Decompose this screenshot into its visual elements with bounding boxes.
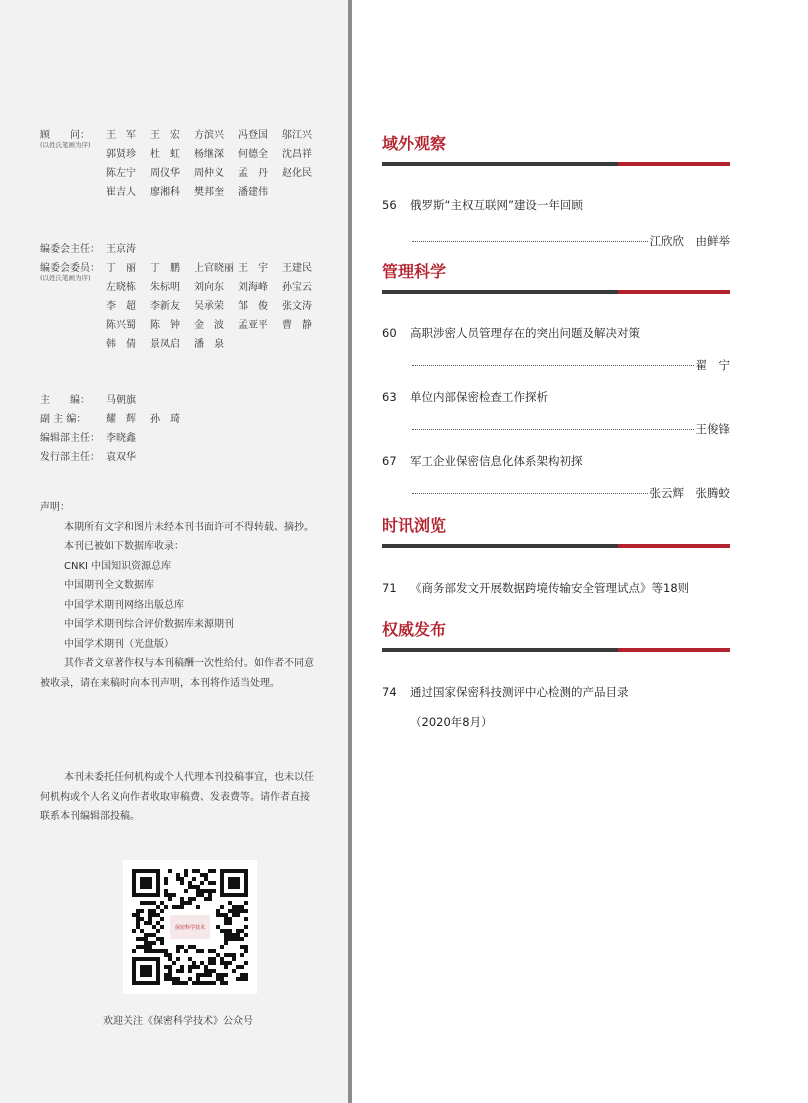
- statement-heading: 声明：: [40, 502, 70, 513]
- entry-page: 71: [382, 581, 397, 595]
- roster-name: 邬江兴: [282, 130, 312, 141]
- roster-name: 吴承荣: [194, 301, 224, 312]
- entry-page: 60: [382, 326, 397, 340]
- entry-author: 江欣欣 由鲜举: [649, 234, 730, 248]
- roster-name: 朱标明: [150, 282, 180, 293]
- roster-name: 廖湘科: [150, 187, 180, 198]
- database-item: 中国学术期刊网络出版总库: [64, 599, 184, 611]
- entry-leader: [412, 357, 730, 373]
- roster-name: 韩 倩: [106, 339, 136, 350]
- statement-para3: 其作者文章著作权与本刊稿酬一次性给付。如作者不同意被收录，请在来稿时向本刊声明，本刊将作适当处理。: [40, 658, 314, 689]
- notice-text: 本刊未委托任何机构或个人代理本刊投稿事宜，也未以任何机构或个人名义向作者收取审稿费、发表费等。请作者直接联系本刊编辑部投稿。: [40, 772, 314, 822]
- entry-page: 63: [382, 390, 397, 404]
- roster-name: 潘 泉: [194, 339, 224, 350]
- section-rule: [382, 544, 730, 548]
- toc-section: [382, 134, 730, 166]
- toc-entry[interactable]: [382, 580, 730, 596]
- roster-name: 杜 虹: [150, 149, 180, 160]
- qr-code[interactable]: [123, 860, 257, 994]
- roster-name: 金 波: [194, 320, 224, 331]
- entry-page: 67: [382, 454, 397, 468]
- roster-name: 杨继深: [194, 149, 224, 160]
- toc-entry[interactable]: [382, 325, 730, 372]
- submission-notice: [40, 768, 316, 827]
- entry-leader: [412, 421, 730, 437]
- roster-name: 周仪华: [150, 168, 180, 179]
- roster-name: 何德全: [238, 149, 268, 160]
- roster-name: 曹 静: [282, 320, 312, 331]
- roster-name: 陈 钟: [150, 320, 180, 331]
- committee-sublabel: (以姓氏笔画为序): [40, 274, 91, 282]
- entry-leader: [412, 233, 730, 249]
- deputy-editor-label: 副 主 编：: [40, 414, 87, 425]
- roster-name: 冯登国: [238, 130, 268, 141]
- roster-name: 丁 鹏: [150, 263, 180, 274]
- toc-entry[interactable]: [382, 197, 730, 248]
- vertical-divider: [348, 0, 352, 1103]
- section-title: 域外观察: [382, 134, 447, 153]
- entry-title: 单位内部保密检查工作探析: [410, 390, 548, 404]
- roster-name: 张文涛: [282, 301, 312, 312]
- section-rule: [382, 162, 730, 166]
- roster-name: 方滨兴: [194, 130, 224, 141]
- committee-names: [106, 259, 326, 354]
- roster-name: 樊邦奎: [194, 187, 224, 198]
- qr-caption: 欢迎关注《保密科学技术》公众号: [103, 1016, 253, 1027]
- deputy-editor-name: 耀 辉: [106, 414, 136, 425]
- section-title: 管理科学: [382, 262, 447, 281]
- chief-editor-label: 主 编：: [40, 395, 90, 406]
- committee-head-role: [40, 240, 106, 259]
- statement-para2: 本刊已被如下数据库收录：: [64, 541, 184, 552]
- roster-name: 景凤启: [150, 339, 180, 350]
- distribution-head-label: 发行部主任：: [40, 452, 100, 463]
- roster-name: 左晓栋: [106, 282, 136, 293]
- roster-name: 李 超: [106, 301, 136, 312]
- committee-head-name: 王京涛: [106, 244, 136, 255]
- roster-name: 沈昌祥: [282, 149, 312, 160]
- roster-name: 孟亚平: [238, 320, 268, 331]
- roster-name: 王 宏: [150, 130, 180, 141]
- office-head-label: 编辑部主任：: [40, 433, 100, 444]
- qr-logo-label: 保密科学技术: [174, 925, 206, 931]
- deputy-editor-name: 孙 琦: [150, 414, 180, 425]
- committee-label: 编委会委员：: [40, 263, 100, 274]
- toc-section: [382, 620, 730, 652]
- advisors-sublabel: (以姓氏笔画为序): [40, 141, 91, 149]
- database-item: CNKI 中国知识资源总库: [64, 560, 172, 572]
- roster-name: 王 宇: [238, 263, 268, 274]
- entry-author: 张云辉 张腾蛟: [649, 486, 730, 500]
- toc-entry[interactable]: [382, 389, 730, 436]
- advisors-block: [40, 126, 326, 202]
- roster-name: 王 军: [106, 130, 136, 141]
- distribution-head-name: 袁双华: [106, 452, 136, 463]
- roster-name: 李新友: [150, 301, 180, 312]
- chief-editor-name: 马朝旗: [106, 395, 136, 406]
- roster-name: 郭贤珍: [106, 149, 136, 160]
- toc-entry[interactable]: [382, 453, 730, 500]
- entry-title: 高职涉密人员管理存在的突出问题及解决对策: [410, 326, 640, 340]
- office-head-name: 李晓鑫: [106, 433, 136, 444]
- database-item: 中国期刊全文数据库: [64, 580, 154, 591]
- advisors-names: [106, 126, 326, 202]
- database-item: 中国学术期刊（光盘版）: [64, 638, 174, 650]
- committee-role: [40, 259, 106, 282]
- roster-name: 赵化民: [282, 168, 312, 179]
- roster-name: 孙宝云: [282, 282, 312, 293]
- roster-name: 刘海峰: [238, 282, 268, 293]
- entry-author: 翟 宁: [695, 358, 730, 372]
- entry-page: 56: [382, 198, 397, 212]
- statement-para1: 本期所有文字和图片未经本刊书面许可不得转载、摘抄。: [64, 521, 314, 533]
- roster-name: 崔吉人: [106, 187, 136, 198]
- roster-name: 陈兴蜀: [106, 320, 136, 331]
- editors-block: [40, 391, 194, 467]
- roster-name: 丁 丽: [106, 263, 136, 274]
- section-rule: [382, 290, 730, 294]
- entry-title: 俄罗斯“主权互联网”建设一年回顾: [410, 198, 583, 212]
- roster-name: 孟 丹: [238, 168, 268, 179]
- roster-name: 邹 俊: [238, 301, 268, 312]
- toc-entry[interactable]: [382, 684, 730, 729]
- entry-leader: [412, 485, 730, 501]
- entry-title: 军工企业保密信息化体系架构初探: [410, 454, 583, 468]
- advisors-role: [40, 126, 106, 149]
- entry-subtitle: （2020年8月）: [410, 715, 493, 729]
- toc-section: [382, 516, 730, 548]
- section-title: 权威发布: [382, 620, 447, 639]
- toc-section: [382, 262, 730, 294]
- section-rule: [382, 648, 730, 652]
- entry-page: 74: [382, 685, 397, 699]
- committee-head-label: 编委会主任：: [40, 244, 100, 255]
- copyright-statement: [40, 498, 316, 693]
- roster-name: 陈左宁: [106, 168, 136, 179]
- qr-code-image: [123, 860, 257, 994]
- database-item: 中国学术期刊综合评价数据库来源期刊: [64, 619, 234, 630]
- roster-name: 周仲义: [194, 168, 224, 179]
- roster-name: 上官晓丽: [194, 263, 234, 274]
- roster-name: 王建民: [282, 263, 312, 274]
- roster-name: 潘建伟: [238, 187, 268, 198]
- roster-name: 刘向东: [194, 282, 224, 293]
- entry-title: 通过国家保密科技测评中心检测的产品目录: [410, 685, 629, 699]
- section-title: 时讯浏览: [382, 516, 447, 535]
- entry-title: 《商务部发文开展数据跨境传输安全管理试点》等18则: [410, 581, 690, 595]
- committee-block: [40, 240, 326, 354]
- advisors-label: 顾 问：: [40, 130, 90, 141]
- entry-author: 王俊锋: [695, 422, 730, 436]
